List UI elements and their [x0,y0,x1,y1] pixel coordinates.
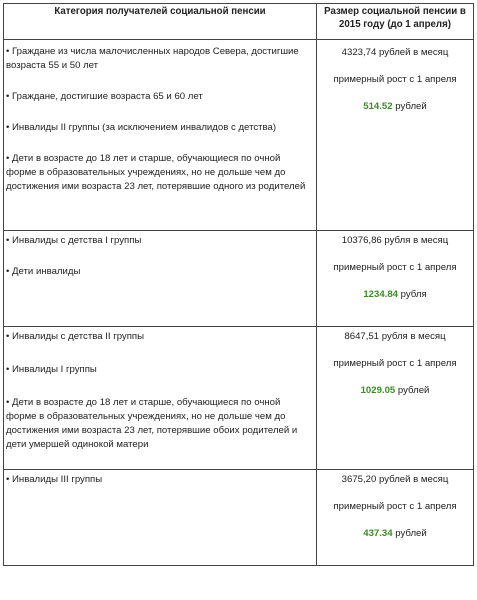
monthly-amount: 4323,74 рублей в месяц [341,47,449,58]
category-cell [4,231,317,327]
growth-line [320,527,470,541]
growth-line [320,384,470,398]
category-cell [4,327,317,470]
growth-label: примерный рост с 1 апреля [333,358,457,369]
category-item: • Инвалиды с детства II группы [6,331,145,342]
category-item: • Инвалиды II группы (за исключением инвалидов с детства) [6,122,277,133]
growth-unit: рублей [397,385,430,396]
growth-value: 1029.05 [360,385,396,396]
growth-label: примерный рост с 1 апреля [333,262,457,273]
growth-unit: рубля [400,289,427,300]
header-amount: Размер социальной пенсии в 2015 году (до 1 апреля) [317,4,474,40]
category-cell [4,470,317,566]
category-item: • Граждане из числа малочисленных народов Севера, достигшие возраста 55 и 50 лет [6,46,299,71]
category-item: • Граждане, достигшие возраста 65 и 60 лет [6,91,203,102]
growth-value: 437.34 [363,528,393,539]
category-item: • Инвалиды I группы [6,364,97,375]
growth-label: примерный рост с 1 апреля [333,74,457,85]
category-item: • Дети инвалиды [6,266,81,277]
amount-cell [317,470,474,566]
monthly-amount: 10376,86 рубля в месяц [341,235,449,246]
amount-cell [317,231,474,327]
growth-value: 1234.84 [363,289,398,300]
table-row [4,327,474,470]
table-row [4,470,474,566]
growth-value: 514.52 [363,101,393,112]
monthly-amount: 8647,51 рубля в месяц [344,331,446,342]
table-row [4,40,474,231]
pension-table [3,3,474,566]
category-item: • Дети в возрасте до 18 лет и старше, обучающиеся по очной форме в образовательных учреждениях, но не дольше чем до достижения ими возраста 23 лет, потерявшие обоих родителей и дети умершей одинокой матери [6,397,298,450]
growth-unit: рублей [395,528,427,539]
growth-line [320,288,470,302]
amount-cell [317,40,474,231]
category-item: • Дети в возрасте до 18 лет и старше, обучающиеся по очной форме в образовательных учреждениях, но не дольше чем до достижения ими возраста 23 лет, потерявшие одного из родителей [6,153,306,192]
header-row [4,4,474,40]
category-item: • Инвалиды с детства I группы [6,235,142,246]
growth-unit: рублей [395,101,427,112]
growth-label: примерный рост с 1 апреля [333,501,457,512]
category-cell [4,40,317,231]
amount-cell [317,327,474,470]
monthly-amount: 3675,20 рублей в месяц [341,474,449,485]
table-row [4,231,474,327]
category-item: • Инвалиды III группы [6,474,103,485]
header-category: Категория получателей социальной пенсии [4,4,317,40]
growth-line [320,100,470,114]
